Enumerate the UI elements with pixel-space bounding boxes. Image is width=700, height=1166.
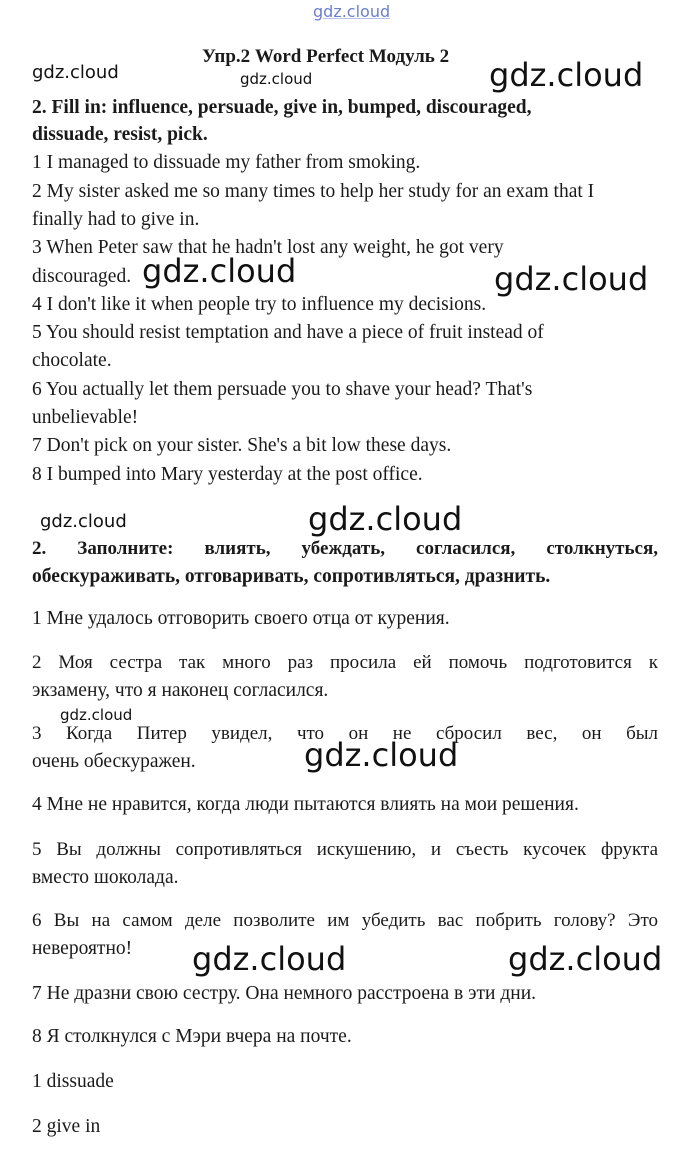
russian-item-6-line1: 6 Вы на самом деле позволите им убедить вас побрить голову? Это: [32, 910, 658, 931]
english-heading-line1: 2. Fill in: influence, persuade, give in, bumped, discouraged,: [32, 97, 532, 118]
english-line: 4 I don't like it when people try to influence my decisions.: [32, 294, 487, 315]
russian-item-7: 7 Не дразни свою сестру. Она немного расстроена в эти дни.: [32, 983, 537, 1004]
page-title: Упр.2 Word Perfect Модуль 2: [202, 46, 450, 67]
russian-item-3-line1: 3 Когда Питер увидел, что он не сбросил вес, он был: [32, 723, 658, 744]
russian-item-6-line2: невероятно!: [32, 938, 133, 959]
english-line: chocolate.: [32, 350, 112, 371]
watermark-text: gdz.cloud: [40, 511, 127, 532]
russian-item-1: 1 Мне удалось отговорить своего отца от курения.: [32, 608, 450, 629]
english-line: 3 When Peter saw that he hadn't lost any weight, he got very: [32, 237, 504, 258]
english-line: 5 You should resist temptation and have a piece of fruit instead of: [32, 322, 544, 343]
watermark-text: gdz.cloud: [32, 62, 119, 83]
english-line: unbelievable!: [32, 407, 139, 428]
watermark-text: gdz.cloud: [308, 500, 463, 538]
answer-line: 1 dissuade: [32, 1071, 114, 1092]
russian-heading-line2: обескураживать, отговаривать, сопротивляться, дразнить.: [32, 566, 551, 587]
watermark-text: gdz.cloud: [142, 252, 297, 290]
english-line: 6 You actually let them persuade you to shave your head? That's: [32, 379, 533, 400]
watermark-text: gdz.cloud: [494, 260, 649, 298]
russian-item-3-line2: очень обескуражен.: [32, 751, 196, 772]
watermark-text: gdz.cloud: [508, 940, 663, 978]
english-line: discouraged.: [32, 266, 132, 287]
header-watermark-link[interactable]: gdz.cloud: [313, 2, 391, 21]
watermark-text: gdz.cloud: [60, 706, 133, 724]
english-line: 2 My sister asked me so many times to help her study for an exam that I: [32, 181, 595, 202]
russian-heading-line1: 2. Заполните: влиять, убеждать, согласился, столкнуться,: [32, 538, 658, 559]
watermark-text: gdz.cloud: [240, 70, 313, 88]
answer-line: 2 give in: [32, 1116, 101, 1137]
russian-item-5-line1: 5 Вы должны сопротивляться искушению, и съесть кусочек фрукта: [32, 839, 658, 860]
russian-item-2-line2: экзамену, что я наконец согласился.: [32, 680, 329, 701]
english-line: 1 I managed to dissuade my father from smoking.: [32, 152, 421, 173]
russian-item-8: 8 Я столкнулся с Мэри вчера на почте.: [32, 1026, 352, 1047]
russian-item-5-line2: вместо шоколада.: [32, 867, 179, 888]
russian-item-2-line1: 2 Моя сестра так много раз просила ей помочь подготовится к: [32, 652, 658, 673]
english-line: finally had to give in.: [32, 209, 200, 230]
russian-item-4: 4 Мне не нравится, когда люди пытаются влиять на мои решения.: [32, 794, 579, 815]
english-line: 7 Don't pick on your sister. She's a bit low these days.: [32, 435, 452, 456]
english-line: 8 I bumped into Mary yesterday at the post office.: [32, 464, 423, 485]
english-heading-line2: dissuade, resist, pick.: [32, 124, 208, 145]
watermark-text: gdz.cloud: [192, 940, 347, 978]
watermark-text: gdz.cloud: [489, 56, 644, 94]
watermark-text: gdz.cloud: [304, 736, 459, 774]
